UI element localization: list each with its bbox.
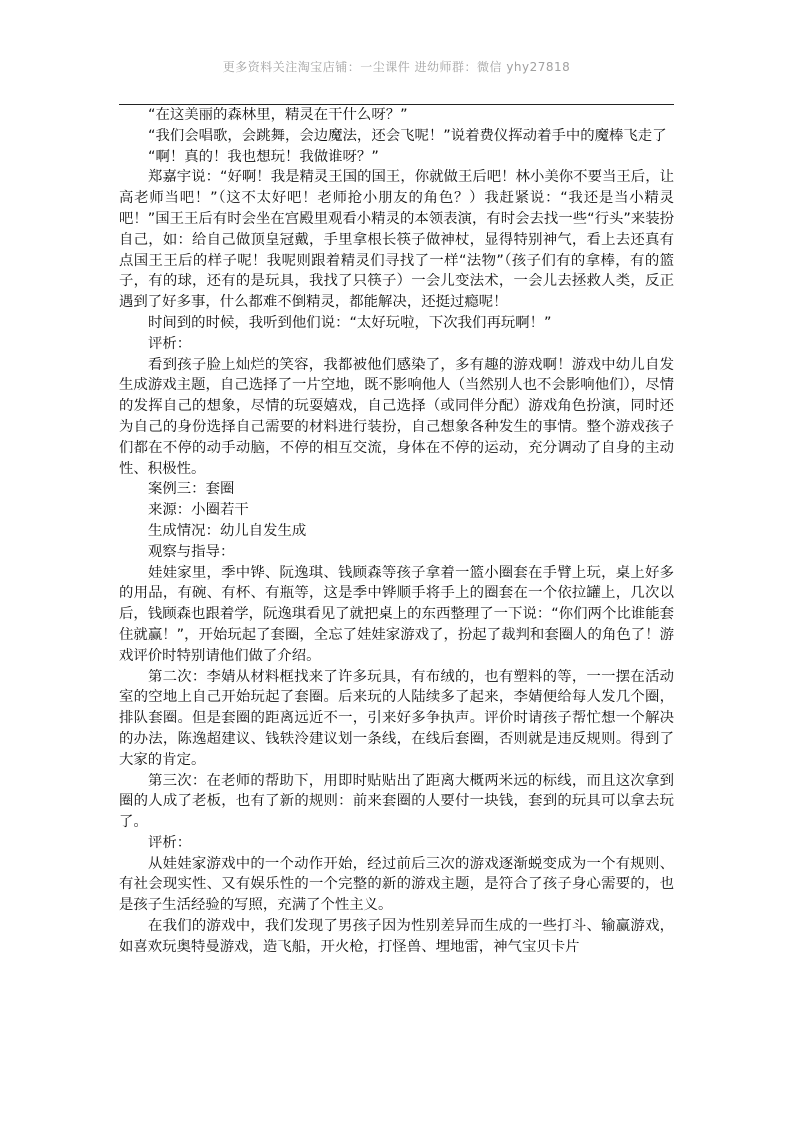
paragraph: 第三次：在老师的帮助下，用即时贴贴出了距离大概两米远的标线，而且这次拿到圈的人成了老板，也有了新的规则：前来套圈的人要付一块钱，套到的玩具可以拿去玩了。 — [119, 772, 674, 831]
document-body — [119, 105, 674, 958]
paragraph: 在我们的游戏中，我们发现了男孩子因为性别差异而生成的一些打斗、输赢游戏，如喜欢玩奥特曼游戏，造飞船，开火枪，打怪兽、埋地雷，神气宝贝卡片 — [119, 918, 674, 955]
paragraph: 娃娃家里，季中铧、阮逸琪、钱顾森等孩子拿着一篮小圈套在手臂上玩，桌上好多的用品，有碗、有杯、有瓶等，这是季中铧顺手将手上的圈套在一个依拉罐上，几次以后，钱顾森也跟着学，阮逸琪看见了就把桌上的东西整理了一下说：“你们两个比谁能套住就赢！”，开始玩起了套圈，全忘了娃娃家游戏了，扮起了裁判和套圈人的角色了！游戏评价时特别请他们做了介绍。 — [119, 564, 674, 664]
section-label: 评析： — [148, 335, 192, 352]
case-title: 案例三：套圈 — [148, 481, 235, 498]
section-label: 评析： — [148, 834, 192, 851]
paragraph: “在这美丽的森林里，精灵在干什么呀？” — [148, 107, 408, 123]
paragraph: “啊！真的！我也想玩！我做谁呀？” — [148, 148, 379, 165]
case-source: 来源：小圈若干 — [148, 502, 249, 519]
paragraph: “我们会唱歌，会跳舞，会边魔法，还会飞呢！”说着费仪挥动着手中的魔棒飞走了 — [148, 127, 667, 144]
header-watermark: 更多资料关注淘宝店铺：一尘课件 进幼师群：微信 yhy27818 — [222, 60, 571, 74]
case-origin: 生成情况：幼儿自发生成 — [148, 522, 307, 539]
paragraph: 时间到的时候，我听到他们说：“太好玩啦，下次我们再玩啊！” — [148, 314, 552, 331]
paragraph: 第二次：李婧从材料框找来了许多玩具，有布绒的，也有塑料的等，一一摆在活动室的空地上自己开始玩起了套圈。后来玩的人陆续多了起来，李婧便给每人发几个圈，排队套圈。但是套圈的距离远近不一，引来好多争执声。评价时请孩子帮忙想一个解决的办法，陈逸超建议、钱轶泠建议划一条线，在线后套圈，否则就是违反规则。得到了大家的肯定。 — [119, 668, 674, 768]
section-label: 观察与指导： — [148, 543, 235, 560]
paragraph: 从娃娃家游戏中的一个动作开始，经过前后三次的游戏逐渐蜕变成为一个有规则、有社会现实性、又有娱乐性的一个完整的新的游戏主题，是符合了孩子身心需要的，也是孩子生活经验的写照，充满了个性主义。 — [119, 855, 674, 914]
paragraph: 看到孩子脸上灿烂的笑容，我都被他们感染了，多有趣的游戏啊！游戏中幼儿自发生成游戏主题，自己选择了一片空地，既不影响他人（当然别人也不会影响他们），尽情的发挥自己的想象，尽情的玩耍嬉戏，自己选择（或同伴分配）游戏角色扮演，同时还为自己的身份选择自己需要的材料进行装扮，自己想象各种发生的事情。整个游戏孩子们都在不停的动手动脑，不停的相互交流，身体在不停的运动，充分调动了自身的主动性、积极性。 — [119, 356, 674, 477]
paragraph: 郑嘉宇说：“好啊！我是精灵王国的国王，你就做王后吧！林小美你不要当王后，让高老师当吧！”（这不太好吧！老师抢小朋友的角色？）我赶紧说：“我还是当小精灵吧！”国王王后有时会坐在宫殿里观看小精灵的本领表演，有时会去找一些“行头”来装扮自己，如：给自己做顶皇冠戴，手里拿根长筷子做神杖，显得特别神气，看上去还真有点国王王后的样子呢！我呢则跟着精灵们寻找了一样“法物”（孩子们有的拿棒，有的篮子，有的球，还有的是玩具，我找了只筷子）一会儿变法术，一会儿去拯救人类，反正遇到了好多事，什么都难不倒精灵，都能解决，还挺过瘾呢！ — [119, 169, 674, 311]
